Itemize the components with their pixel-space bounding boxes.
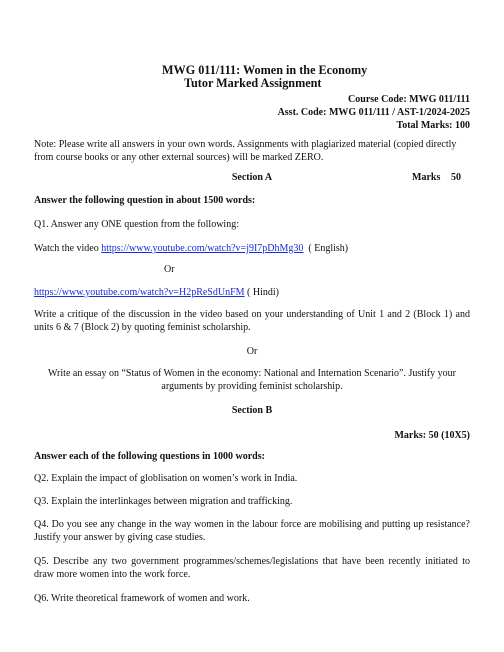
document-subtitle: Tutor Marked Assignment xyxy=(184,76,322,90)
hindi-label: ( Hindi) xyxy=(247,287,279,298)
video-line-hindi xyxy=(34,286,279,299)
plagiarism-note: Note: Please write all answers in your own words. Assignments with plagiarized material (copied directly from course books or any other external sources) will be marked ZERO. xyxy=(34,139,457,163)
english-label: ( English) xyxy=(308,243,349,254)
section-a-title: Section A xyxy=(231,172,273,183)
essay-instruction-line-2: arguments by providing feminist scholarship. xyxy=(161,381,343,392)
question-3: Q3. Explain the interlinkages between migration and trafficking. xyxy=(34,496,293,507)
youtube-link-hindi[interactable]: https://www.youtube.com/watch?v=H2pReSdUnFM xyxy=(34,287,245,298)
or-separator-2: Or xyxy=(246,346,258,357)
question-4: Q4. Do you see any change in the way women in the labour force are mobilising and putting up resistance? Justify your answer by giving case studies. xyxy=(34,519,470,543)
question-1: Q1. Answer any ONE question from the following: xyxy=(34,219,239,230)
section-b-title: Section B xyxy=(231,405,273,416)
watch-video-text: Watch the video xyxy=(34,243,99,254)
question-5: Q5. Describe any two government programmes/schemes/legislations that have been recently initiated to draw more women into the work force. xyxy=(34,556,470,580)
section-a-marks-value: 50 xyxy=(451,172,461,183)
course-code: Course Code: MWG 011/111 xyxy=(348,94,470,105)
question-2: Q2. Explain the impact of globlisation on women’s work in India. xyxy=(34,473,298,484)
section-b-instruction: Answer each of the following questions in 1000 words: xyxy=(34,451,265,462)
youtube-link-english[interactable]: https://www.youtube.com/watch?v=j9I7pDhMg30 xyxy=(101,243,304,254)
essay-instruction-line-1: Write an essay on “Status of Women in the economy: National and Internation Scenario”. Justify your xyxy=(48,368,456,379)
assignment-code: Asst. Code: MWG 011/111 / AST-1/2024-2025 xyxy=(277,107,470,118)
section-a-marks-label: Marks xyxy=(412,172,441,183)
section-b-marks: Marks: 50 (10X5) xyxy=(394,430,470,441)
video-line-english xyxy=(34,242,348,255)
question-6: Q6. Write theoretical framework of women and work. xyxy=(34,593,250,604)
total-marks: Total Marks: 100 xyxy=(396,120,470,131)
section-a-instruction: Answer the following question in about 1500 words: xyxy=(34,195,256,206)
document-title: MWG 011/111: Women in the Economy xyxy=(162,63,368,77)
or-separator-1: Or xyxy=(164,264,175,275)
critique-instruction: Write a critique of the discussion in the video based on your understanding of Unit 1 and 2 (Block 1) and units 6 & 7 (Block 2) by quoting feminist scholarship. xyxy=(34,309,470,333)
